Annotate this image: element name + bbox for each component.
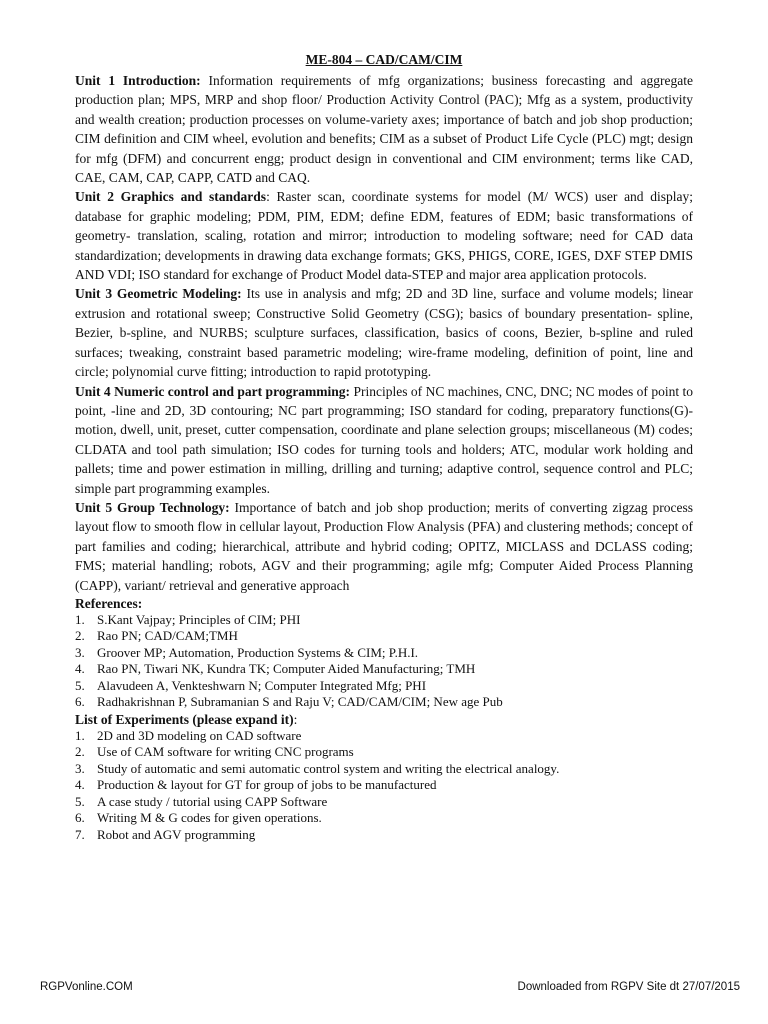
- experiment-text: Writing M & G codes for given operations.: [97, 810, 322, 826]
- experiment-item: [75, 794, 693, 811]
- experiment-number: 5.: [75, 793, 85, 809]
- experiment-text: Production & layout for GT for group of jobs to be manufactured: [97, 777, 437, 793]
- experiment-number: 2.: [75, 744, 85, 760]
- reference-text: Rao PN, Tiwari NK, Kundra TK; Computer Aided Manufacturing; TMH: [97, 661, 476, 677]
- page-footer: [40, 981, 740, 993]
- reference-text: Alavudeen A, Venkteshwarn N; Computer Integrated Mfg; PHI: [97, 677, 427, 693]
- experiment-text: A case study / tutorial using CAPP Software: [97, 793, 328, 809]
- experiment-item: [75, 728, 693, 745]
- reference-item: [75, 612, 693, 629]
- experiment-text: 2D and 3D modeling on CAD software: [97, 727, 302, 743]
- experiment-number: 4.: [75, 777, 85, 793]
- references-heading: References:: [75, 595, 143, 611]
- unit-5-heading: Unit 5 Group Technology:: [75, 499, 230, 515]
- unit-4-heading: Unit 4 Numeric control and part programming:: [75, 383, 351, 399]
- unit-2: [75, 187, 693, 284]
- reference-item: [75, 678, 693, 695]
- unit-3-heading: Unit 3 Geometric Modeling:: [75, 286, 242, 302]
- reference-item: [75, 628, 693, 645]
- experiments-list: [75, 728, 693, 844]
- unit-3-text: Its use in analysis and mfg; 2D and 3D line, surface and volume models; linear extrusion and rotational sweep; Constructive Solid Geometry (CSG); basics of boundary presentation- spline, Bezier, b-spline, and NURBS; sculpture surfaces, classification, basics of coons, Bezier, b-spline and ruled surfaces; tweaking, constraint based parametric modeling; wire-frame modeling, definition of point, line and circle; polynomial curve fitting; introduction to rapid prototyping.: [75, 286, 693, 380]
- unit-4: [75, 382, 693, 498]
- experiment-text: Use of CAM software for writing CNC programs: [97, 744, 354, 760]
- experiment-number: 1.: [75, 727, 85, 743]
- unit-4-text: Principles of NC machines, CNC, DNC; NC modes of point to point, -line and 2D, 3D contouring; NC part programming; ISO standard for coding, preparatory functions(G)- motion, dwell, unit, preset, cutter compensation, coordinate and plane selection groups; miscellaneous (M) codes; CLDATA and tool path simulation; ISO codes for turning tools and holders; ATC, modular work holding and pallets; time and power estimation in milling, drilling and turning; adaptive control, sequence control and PLC; simple part programming examples.: [75, 383, 694, 496]
- experiments-heading-text: List of Experiments (please expand it): [75, 711, 294, 727]
- footer-download-note: Downloaded from RGPV Site dt 27/07/2015: [517, 981, 740, 993]
- reference-number: 4.: [75, 661, 85, 677]
- experiments-heading-colon: :: [293, 711, 298, 727]
- reference-number: 1.: [75, 611, 85, 627]
- unit-5-text: Importance of batch and job shop production; merits of converting zigzag process layout flow to smooth flow in cellular layout, Production Flow Analysis (PFA) and clustering methods; concept of part families and coding; hierarchical, attribute and hybrid coding; OPITZ, MICLASS and DCLASS coding; FMS; material handling; robots, AGV and their programming; agile mfg; Computer Aided Process Planning (CAPP), variant/ retrieval and generative approach: [75, 499, 693, 593]
- reference-item: [75, 661, 693, 678]
- experiment-item: [75, 810, 693, 827]
- experiments-heading: [75, 711, 693, 728]
- unit-2-text: : Raster scan, coordinate systems for model (M/ WCS) user and display; database for graphic modeling; PDM, PIM, EDM; define EDM, features of EDM; basic transformations of geometry- translation, scaling, rotation and mirror; introduction to modeling software; need for CAD data standardization; developments in drawing data exchange formats; GKS, PHIGS, CORE, IGES, DXF STEP DMIS AND VDI; ISO standard for exchange of Product Model data-STEP and major area application protocols.: [75, 189, 693, 283]
- reference-item: [75, 694, 693, 711]
- experiment-text: Study of automatic and semi automatic control system and writing the electrical analogy.: [97, 760, 560, 776]
- unit-1-text: Information requirements of mfg organizations; business forecasting and aggregate production plan; MPS, MRP and shop floor/ Production Activity Control (PAC); Mfg as a system, productivity and wealth creation; production processes on volume-variety axes; importance of batch and job shop production; CIM definition and CIM wheel, evolution and benefits; CIM as a subset of Product Life Cycle (PLC) mgt; design for mfg (DFM) and concurrent engg; product design in conventional and CIM environment; terms like CAD, CAE, CAM, CAP, CAPP, CATD and CAQ.: [75, 73, 693, 186]
- experiment-item: [75, 827, 693, 844]
- references-list: [75, 612, 693, 711]
- experiment-item: [75, 761, 693, 778]
- reference-text: Rao PN; CAD/CAM;TMH: [97, 628, 238, 644]
- reference-text: Groover MP; Automation, Production Systems & CIM; P.H.I.: [97, 644, 419, 660]
- reference-number: 3.: [75, 644, 85, 660]
- experiment-number: 6.: [75, 810, 85, 826]
- unit-3: [75, 284, 693, 381]
- unit-2-heading: Unit 2 Graphics and standards: [75, 189, 267, 205]
- unit-1: [75, 71, 693, 187]
- footer-site-label: RGPVonline.COM: [40, 981, 133, 993]
- unit-5: [75, 498, 693, 595]
- experiment-item: [75, 777, 693, 794]
- reference-text: S.Kant Vajpay; Principles of CIM; PHI: [97, 611, 301, 627]
- reference-number: 2.: [75, 628, 85, 644]
- reference-text: Radhakrishnan P, Subramanian S and Raju V; CAD/CAM/CIM; New age Pub: [97, 694, 503, 710]
- experiment-text: Robot and AGV programming: [97, 826, 256, 842]
- syllabus-page: [75, 50, 693, 843]
- experiment-item: [75, 744, 693, 761]
- reference-number: 6.: [75, 694, 85, 710]
- unit-1-heading: Unit 1 Introduction:: [75, 73, 201, 88]
- reference-item: [75, 645, 693, 662]
- experiment-number: 7.: [75, 826, 85, 842]
- page-title: ME-804 – CAD/CAM/CIM: [305, 52, 463, 67]
- reference-number: 5.: [75, 677, 85, 693]
- experiment-number: 3.: [75, 760, 85, 776]
